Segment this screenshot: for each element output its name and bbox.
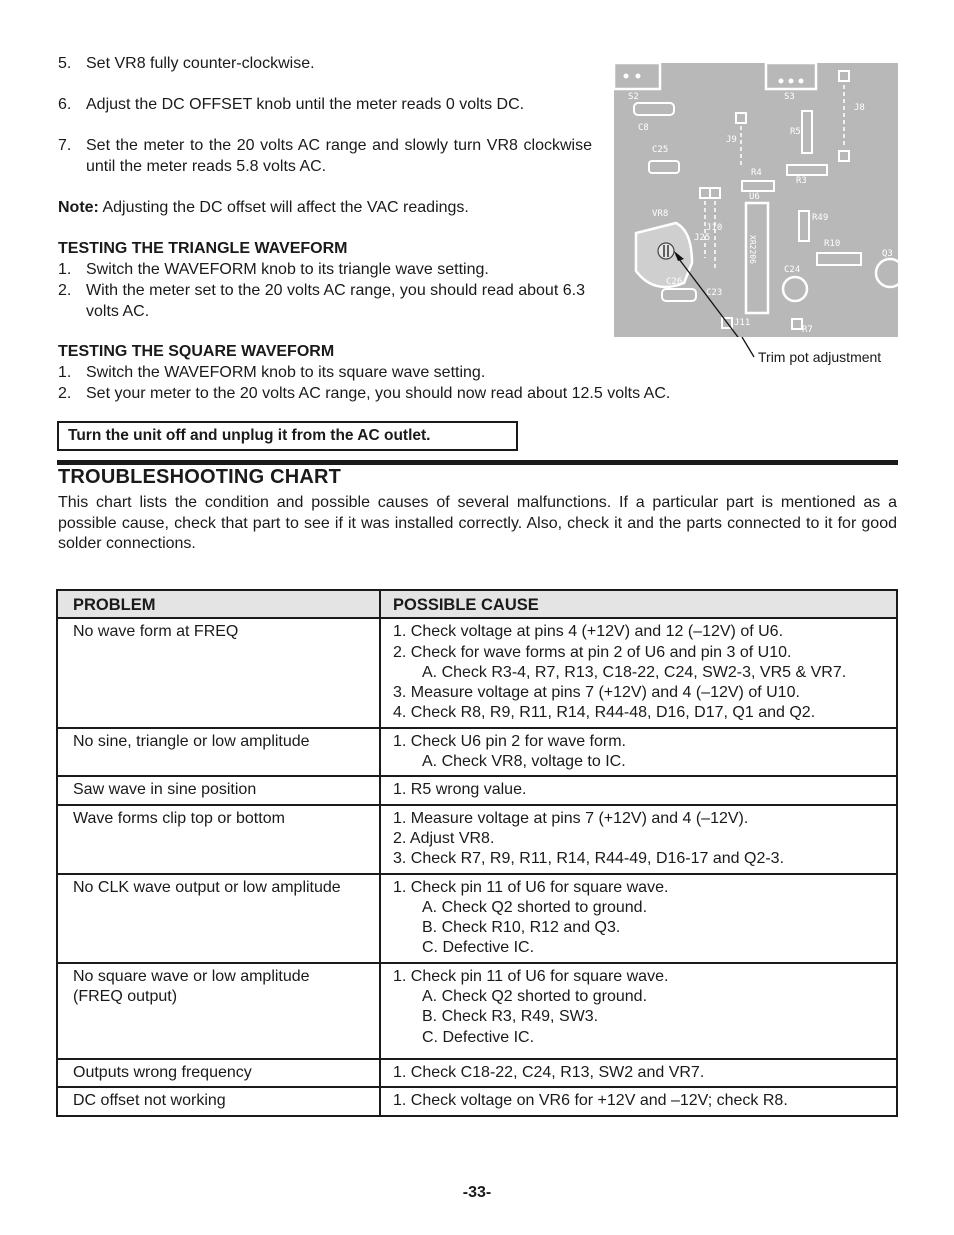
section-rule xyxy=(57,460,898,465)
table-row xyxy=(57,618,897,727)
troubleshooting-table xyxy=(56,589,898,1117)
page-number: -33- xyxy=(462,1184,492,1201)
table-row xyxy=(57,874,897,963)
step-text: Set the meter to the 20 volts AC range and slowly turn VR8 clockwise until the meter reads 5.8 volts AC. xyxy=(86,137,592,175)
step-number: 7. xyxy=(58,137,72,154)
cause-subitem: C. Defective IC. xyxy=(422,1028,535,1046)
problem-cell xyxy=(57,728,380,777)
triangle-heading: TESTING THE TRIANGLE WAVEFORM xyxy=(58,240,348,257)
cause-item: 1. R5 wrong value. xyxy=(393,781,527,799)
pcb-label: J8 xyxy=(854,103,865,113)
pcb-photo xyxy=(614,63,898,337)
problem-text: No sine, triangle or low amplitude xyxy=(73,732,310,750)
pcb-label: C26 xyxy=(666,277,683,287)
problem-text: No CLK wave output or low amplitude xyxy=(73,878,341,896)
square-item-2 xyxy=(58,384,758,405)
pcb-label: C24 xyxy=(784,265,801,275)
table-body xyxy=(57,618,897,1115)
step-text: Adjust the DC OFFSET knob until the meter reads 0 volts DC. xyxy=(86,96,525,113)
cause-cell xyxy=(380,874,897,963)
problem-cell xyxy=(57,618,380,727)
problem-cell xyxy=(57,963,380,1059)
square-item-1 xyxy=(58,363,758,384)
cause-subitem: A. Check Q2 shorted to ground. xyxy=(422,898,648,916)
triangle-item-2 xyxy=(58,281,592,322)
table-row xyxy=(57,963,897,1059)
pcb-label: J25 xyxy=(694,233,711,243)
problem-text: No wave form at FREQ xyxy=(73,623,239,641)
cause-item: 2. Adjust VR8. xyxy=(393,829,495,847)
pcb-label: U6 xyxy=(749,192,760,202)
cause-item: 1. Check pin 11 of U6 for square wave. xyxy=(393,878,669,896)
pcb-label: XR2206 xyxy=(748,235,757,264)
pcb-label: J9 xyxy=(726,135,737,145)
problem-cell xyxy=(57,874,380,963)
cause-cell xyxy=(380,805,897,874)
problem-text: Outputs wrong frequency xyxy=(73,1063,252,1081)
table-row xyxy=(57,805,897,874)
problem-cell xyxy=(57,805,380,874)
note-text: Adjusting the DC offset will affect the VAC readings. xyxy=(102,199,469,216)
cause-cell xyxy=(380,618,897,727)
cause-cell xyxy=(380,776,897,804)
cause-cell xyxy=(380,1059,897,1087)
figure-caption: Trim pot adjustment xyxy=(758,349,882,365)
item-text: With the meter set to the 20 volts AC range, you should read about 6.3 volts AC. xyxy=(86,282,585,320)
pcb-label: Q3 xyxy=(882,249,893,259)
item-number: 1. xyxy=(58,364,72,381)
item-text: Switch the WAVEFORM knob to its square wave setting. xyxy=(86,364,486,381)
pcb-label: C8 xyxy=(638,123,649,133)
cause-subitem: C. Defective IC. xyxy=(422,939,535,957)
pcb-label: R49 xyxy=(812,213,829,223)
pcb-label: R4 xyxy=(751,168,762,178)
step-text: Set VR8 fully counter-clockwise. xyxy=(86,55,315,72)
table-row xyxy=(57,1087,897,1115)
cause-item: 1. Check U6 pin 2 for wave form. xyxy=(393,732,626,750)
problem-text: No square wave or low amplitude xyxy=(73,967,310,985)
warning-box: Turn the unit off and unplug it from the AC outlet. xyxy=(57,421,518,451)
cause-cell xyxy=(380,963,897,1059)
cause-item: 1. Check C18-22, C24, R13, SW2 and VR7. xyxy=(393,1063,705,1081)
note xyxy=(58,198,469,219)
cause-item: 3. Measure voltage at pins 7 (+12V) and 4 (–12V) of U10. xyxy=(393,684,800,702)
problem-text: (FREQ output) xyxy=(73,988,178,1006)
cause-subitem: A. Check Q2 shorted to ground. xyxy=(422,988,648,1006)
step-number: 5. xyxy=(58,55,72,72)
table-row xyxy=(57,1059,897,1087)
cause-item: 1. Check pin 11 of U6 for square wave. xyxy=(393,967,669,985)
pcb-label: R5 xyxy=(790,127,801,137)
step-5 xyxy=(58,54,592,75)
chart-intro: This chart lists the condition and possible causes of several malfunctions. If a particular part is mentioned as a possible cause, check that part to see if it was installed correctly. Also, check it and the parts connected to it for good solder connections. xyxy=(58,494,897,552)
pcb-label: R10 xyxy=(824,239,841,249)
problem-cell xyxy=(57,1087,380,1115)
cause-subitem: B. Check R10, R12 and Q3. xyxy=(422,919,621,937)
pcb-label: C25 xyxy=(652,145,669,155)
item-number: 2. xyxy=(58,282,72,299)
problem-text: DC offset not working xyxy=(73,1092,226,1110)
item-text: Set your meter to the 20 volts AC range, you should now read about 12.5 volts AC. xyxy=(86,385,671,402)
cause-item: 3. Check R7, R9, R11, R14, R44-49, D16-17 and Q2-3. xyxy=(393,850,785,868)
table-row xyxy=(57,776,897,804)
cause-cell xyxy=(380,728,897,777)
cause-cell xyxy=(380,1087,897,1115)
item-number: 2. xyxy=(58,385,72,402)
cause-subitem: A. Check R3-4, R7, R13, C18-22, C24, SW2-3, VR5 & VR7. xyxy=(422,663,847,681)
cause-item: 2. Check for wave forms at pin 2 of U6 and pin 3 of U10. xyxy=(393,643,792,661)
item-text: Switch the WAVEFORM knob to its triangle wave setting. xyxy=(86,261,489,278)
step-7 xyxy=(58,136,592,177)
chart-title: TROUBLESHOOTING CHART xyxy=(58,466,342,488)
cause-subitem: A. Check VR8, voltage to IC. xyxy=(422,753,626,771)
problem-cell xyxy=(57,1059,380,1087)
caption-leader-line xyxy=(740,337,760,361)
step-number: 6. xyxy=(58,96,72,113)
problem-text: Wave forms clip top or bottom xyxy=(73,809,285,827)
pcb-label: R7 xyxy=(802,325,813,335)
header-problem: PROBLEM xyxy=(57,590,380,618)
square-heading: TESTING THE SQUARE WAVEFORM xyxy=(58,343,335,360)
pcb-label: J11 xyxy=(734,318,751,328)
cause-item: 1. Measure voltage at pins 7 (+12V) and 4 (–12V). xyxy=(393,809,749,827)
table-row xyxy=(57,728,897,777)
pcb-label: S2 xyxy=(628,92,639,102)
cause-item: 1. Check voltage on VR6 for +12V and –12V; check R8. xyxy=(393,1092,788,1110)
problem-cell xyxy=(57,776,380,804)
cause-subitem: B. Check R3, R49, SW3. xyxy=(422,1008,599,1026)
cause-item: 4. Check R8, R9, R11, R14, R44-48, D16, D17, Q1 and Q2. xyxy=(393,704,816,722)
table-header-row xyxy=(57,590,897,618)
pcb-label: S3 xyxy=(784,92,795,102)
pcb-label: C23 xyxy=(706,288,723,298)
note-label: Note: xyxy=(58,199,99,216)
item-number: 1. xyxy=(58,261,72,278)
header-cause: POSSIBLE CAUSE xyxy=(380,590,897,618)
step-6 xyxy=(58,95,592,116)
triangle-item-1 xyxy=(58,260,592,281)
problem-text: Saw wave in sine position xyxy=(73,781,257,799)
pcb-label: VR8 xyxy=(652,209,669,219)
pcb-label: R3 xyxy=(796,176,807,186)
cause-item: 1. Check voltage at pins 4 (+12V) and 12 (–12V) of U6. xyxy=(393,623,784,641)
pcb-label: J10 xyxy=(706,223,723,233)
